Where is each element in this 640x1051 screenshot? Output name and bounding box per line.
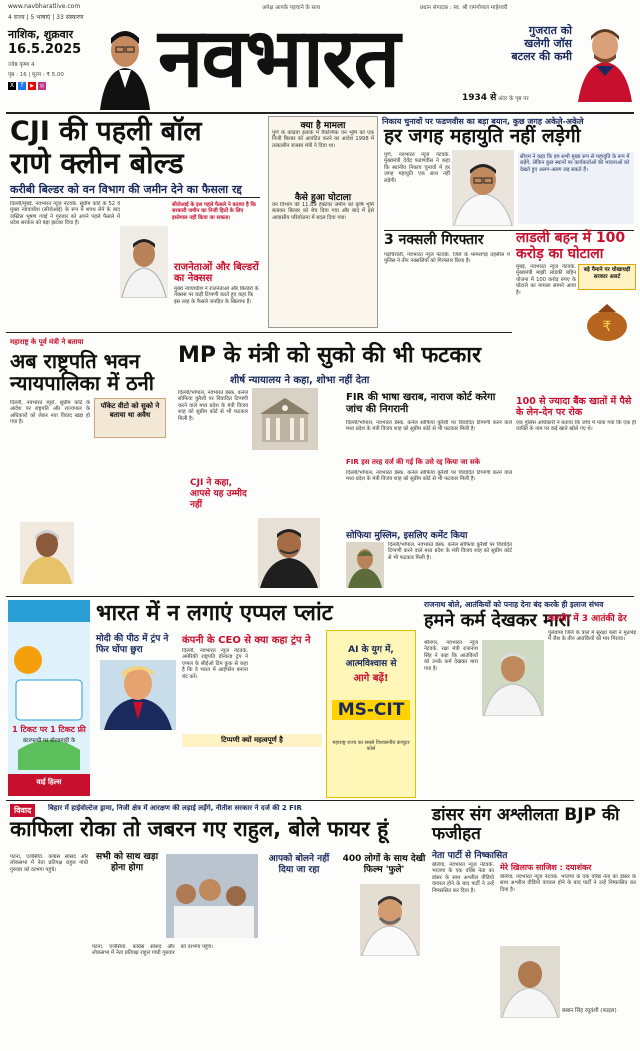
babban-singh-photo	[500, 946, 560, 1018]
city-day: नाशिक, शुक्रवार	[8, 28, 74, 41]
chief-editor: प्रधान संपादक : स्व. श्री रामगोपाल माहेश्वरी	[420, 5, 508, 11]
scam-title-2[interactable]: कैसे हुआ घोटाला	[294, 193, 352, 203]
president-kicker: महाराष्ट्र के पूर्व मंत्री ने बताया	[10, 338, 84, 346]
mahayuti-headline[interactable]: हर जगह महायुति नहीं लड़ेगी	[384, 125, 581, 147]
masthead-logo[interactable]: नवभारत	[158, 11, 399, 106]
ad-mscit-top: AI के युग में,	[348, 645, 394, 655]
dancer-quote-body: बलिया, नवभारत न्यूज नेटवर्क. भाजपा के एक वरिष्ठ नेता का डांसर के साथ अश्लील वीडियो वायरल होने के बाद पार्टी ने उन्हें निष्कासित कर दिया है।	[500, 874, 636, 893]
bihar-kicker: बिहार में हाईवोल्टेज ड्रामा, निजी क्षेत्र में आरक्षण की लड़ाई लड़ेंगे, नीतीश सरकार ने दर्ज की 2 FIR	[48, 804, 302, 812]
side-story-promo[interactable]: गुजरात को खलेगी जॉस बटलर की कमी	[511, 24, 572, 63]
mp-subhead: शीर्ष न्यायालय ने कहा, शोभा नहीं देता	[230, 375, 370, 386]
sofia-headline[interactable]: सोफिया मुस्लिम, इसलिए कमेंट किया	[346, 531, 468, 541]
trump-photo	[100, 660, 176, 730]
youtube-icon[interactable]: ▶	[28, 82, 36, 90]
bihar-headline[interactable]: काफिला रोका तो जबरन गए राहुल, बोले फायर हूं	[10, 817, 389, 841]
founder-tagline: अपेक्ष आपके पहचाने के साथ	[262, 5, 321, 11]
ad-mscit-line2: आत्मविश्वास से	[345, 659, 397, 669]
scam-body-1: पुणे के कोंढवा इलाके में वैकल्पिक वन भूमि को एक निजी बिल्डर को आवंटित करने का आदेश 1998 में तत्कालीन राजस्व मंत्री ने दिया था।	[272, 130, 374, 149]
bihar-body: पटना, एजेंसियां. कांग्रेस सांसद और लोकसभा में नेता प्रतिपक्ष राहुल गांधी गुरुवार को दरभंगा पहुंचे।	[10, 854, 88, 873]
rahul-portrait	[360, 884, 420, 956]
lead-col2-note: सीजेआई के इस पहले फैसले ने बताया है कि सरकारी जमीन का निजी हितों के लिए इस्तेमाल नहीं किया जा सकता।	[172, 202, 256, 221]
dancer-quote-title[interactable]: मेरे खिलाफ साजिश : दयाशंकर	[500, 863, 592, 872]
dancer-headline[interactable]: डांसर संग अश्लीलता BJP की फजीहत	[432, 805, 620, 844]
apple-subhead: कंपनी के CEO से क्या कहा ट्रंप ने	[182, 635, 311, 646]
ad-left-banner[interactable]	[8, 600, 90, 796]
tithi: ज्येष्ठ कृष्ण 4	[8, 62, 35, 68]
ad-left-title[interactable]: 1 टिकट पर 1 टिकट फ्री	[12, 725, 86, 734]
terror-headline[interactable]: हमने कर्म देखकर मारा	[424, 610, 571, 631]
ladli-body: मुंबई, नवभारत न्यूज नेटवर्क. मुख्यमंत्री माझी लाडकी बहिन योजना में 100 करोड़ रुपए के घोटाले का मामला सामने आया है।	[516, 264, 576, 296]
year-tag: 1934 से	[462, 93, 497, 103]
mahayuti-kicker: निकाय चुनावों पर फडणवीस का बड़ा बयान, कुछ जगह अकेले-अकेले	[382, 117, 584, 126]
facebook-icon[interactable]: f	[18, 82, 26, 90]
price: पृष्ठ : 16 | मूल्य : ₹ 5.00	[8, 72, 64, 78]
fir-note-body: दिल्ली/भोपाल, नवभारत डेस्क. कर्नल सोफिया कुरैशी पर विवादित टिप्पणी करने वाले मध्य प्रदेश के मंत्री विजय शाह को सुप्रीम कोर्ट से भी फटकार मिली है।	[346, 470, 512, 483]
ladli-callout: बड़े पैमाने पर धोखाधड़ी सरकार अलर्ट	[578, 264, 636, 290]
apple-note[interactable]: टिप्पणी क्यों महत्वपूर्ण है	[182, 734, 322, 747]
mp-body: दिल्ली/भोपाल, नवभारत डेस्क. कर्नल सोफिया कुरैशी पर विवादित टिप्पणी करने वाले मध्य प्रदेश के मंत्री विजय शाह को सुप्रीम कोर्ट से भी फटकार मिली है।	[178, 390, 248, 422]
edition-info: 4 राज्य | 5 भाषाएं | 33 संस्करण	[8, 14, 84, 21]
kashmir-headline[interactable]: कश्मीर में 3 आतंकी ढेर	[548, 614, 627, 624]
mp-headline[interactable]: MP के मंत्री को सुको की भी फटकार	[178, 343, 481, 368]
lead-body: दिल्ली/मुंबई, नवभारत न्यूज नेटवर्क. सुप्रीम कोर्ट के 52 वें मुख्य न्यायाधीश (सीजेआई) के रूप में शपथ लेने के बाद जस्टिस भूषण गवई ने गुरुवार को अपने पहले फैसले में प्रदेश सरकार को बड़ा झटका दिया है।	[10, 201, 120, 227]
founder-portrait	[95, 10, 155, 110]
x-icon[interactable]: X	[9, 82, 15, 89]
social-icons	[8, 82, 46, 90]
ad-left-sub: बंटरफायी पर बोल्डमाट्टी के	[22, 738, 76, 744]
ad-mscit-brand[interactable]: MS-CIT	[332, 700, 410, 720]
ad-mscit-line3: आगे बढ़ें!	[353, 673, 389, 684]
lead-subhead: करीबी बिल्डर को वन विभाग की जमीन देने का फैसला रद्द	[10, 183, 242, 196]
scam-title-1[interactable]: क्या है मामला	[300, 121, 346, 131]
sofia-photo	[346, 542, 384, 588]
mahayuti-body: पुणे, नवभारत न्यूज नेटवर्क. मुख्यमंत्री देवेंद्र फडणवीस ने कहा कि स्थानीय निकाय चुनावों में हर जगह महायुति एक साथ नहीं लड़ेगी।	[384, 152, 450, 184]
instagram-icon[interactable]: ◎	[39, 83, 45, 89]
president-photo	[20, 522, 74, 584]
president-body: दिल्ली, नवभारत ब्यूरो. सुप्रीम कोर्ट के आदेश पर राष्ट्रपति और राज्यपाल के अधिकारों को लेकर नया विवाद खड़ा हो गया है।	[10, 400, 90, 426]
nexus-box-title[interactable]: राजनेताओं और बिल्डरों का नेक्सस	[174, 262, 259, 284]
bihar-box-3[interactable]: 400 लोगों के साथ देखी फिल्म 'फुले'	[342, 854, 426, 875]
bihar-box-2[interactable]: आपको बोलने नहीं दिया जा रहा	[268, 854, 330, 875]
bihar-body-2: पटना, एजेंसियां. कांग्रेस सांसद और लोकसभा में नेता प्रतिपक्ष राहुल गांधी गुरुवार को दरभंगा पहुंचे।	[92, 944, 214, 957]
fir-note: FIR इस तरह दर्ज की गई कि उसे रद्द किया जा सके	[346, 458, 480, 466]
svg-text:₹: ₹	[602, 319, 612, 335]
nexus-box-body: मुख्य न्यायाधीश ने राजनेताओं और बिल्डरों के नेक्सस पर कड़ी टिप्पणी करते हुए कहा कि इस तरह के फैसले जनहित के खिलाफ हैं।	[174, 286, 259, 305]
lead-headline-2[interactable]: राणे क्लीन बोल्ड	[10, 146, 184, 180]
ladli-headline[interactable]: लाडली बहन में 100 करोड़ का घोटाला	[516, 230, 626, 262]
ad-mscit-footer: महाराष्ट्र राज्य का सबसे विश्वसनीय कंप्यूटर कोर्स	[332, 740, 410, 752]
rajnath-photo	[482, 640, 544, 716]
fadnavis-photo	[452, 150, 514, 226]
apple-kicker: मोदी की पीठ में ट्रंप ने फिर घोंपा छुरा	[96, 634, 169, 655]
lead-headline-1[interactable]: CJI की पहली बॉल	[10, 116, 202, 147]
babban-caption: बब्बन सिंह रघुवंशी (फाइल)	[562, 1008, 617, 1014]
sofia-body: दिल्ली/भोपाल, नवभारत डेस्क. कर्नल सोफिया कुरैशी पर विवादित टिप्पणी करने वाले मध्य प्रदेश के मंत्री विजय शाह को सुप्रीम कोर्ट से भी फटकार मिली है।	[388, 542, 512, 561]
website-url[interactable]: www.navbharatlive.com	[8, 3, 81, 10]
supreme-court-photo	[252, 388, 318, 450]
pocket-veto-box[interactable]: पॉकेट वीटो को सुको ने बताया था अवैध	[94, 398, 166, 438]
fir-body: दिल्ली/भोपाल, नवभारत डेस्क. कर्नल सोफिया कुरैशी पर विवादित टिप्पणी करने वाले मध्य प्रदेश के मंत्री विजय शाह को सुप्रीम कोर्ट से भी फटकार मिली है।	[346, 420, 512, 433]
naxal-headline[interactable]: 3 नक्सली गिरफ्तार	[384, 232, 484, 248]
scam-body-2: वन विभाग की 11.89 हेक्टेयर जमीन को कृषि भूमि बताकर बिल्डर को बेच दिया गया और बाद में इसे आवासीय परियोजना में बदल दिया गया।	[272, 202, 374, 221]
bihar-box-1[interactable]: सभी को साथ खड़ा होना होगा	[95, 852, 159, 873]
bank-body: एक पुलिस अधिकारी ने बताया कि जांच में पाया गया कि एक ही व्यक्ति के नाम पर कई खाते खोले गए थे।	[516, 420, 636, 433]
cji-box[interactable]: CJI ने कहा, आपसे यह उम्मीद नहीं	[190, 478, 247, 510]
terror-kicker: राजनाथ बोले, आतंकियों को पनाह देना बंद करके ही इलाज संभव	[424, 600, 604, 609]
side-story-ref: अंदर के पृष्ठ पर	[498, 96, 529, 102]
date: 16.5.2025	[8, 42, 82, 57]
vijay-shah-photo	[258, 518, 320, 588]
apple-headline[interactable]: भारत में न लगाएं एप्पल प्लांट	[96, 601, 333, 626]
fir-headline[interactable]: FIR की भाषा खराब, नाराज कोर्ट करेगा जांच की निगरानी	[346, 392, 496, 415]
rahul-crowd-photo	[166, 854, 258, 938]
dancer-body: बलिया, नवभारत न्यूज नेटवर्क. भाजपा के एक वरिष्ठ नेता का डांसर के साथ अश्लील वीडियो वायरल होने के बाद पार्टी ने उन्हें निष्कासित कर दिया है।	[432, 862, 494, 894]
ad-left-footer: वाई हिल्स	[36, 778, 62, 786]
cricketer-photo	[574, 14, 636, 102]
kashmir-body: पुलवामा जिले के त्राल में सुरक्षा बलों ने मुठभेड़ में जैश के तीन आतंकियों को मार गिराया।	[548, 630, 636, 643]
president-headline[interactable]: अब राष्ट्रपति भवन न्यायपालिका में ठनी	[10, 349, 154, 395]
bihar-tag: विवाद	[10, 804, 35, 817]
apple-body: दिल्ली, नवभारत न्यूज नेटवर्क. अमेरिकी राष्ट्रपति डोनाल्ड ट्रंप ने एप्पल के सीईओ टिम कुक से कहा है कि वे भारत में आईफोन बनाना बंद करें।	[182, 648, 248, 680]
minister-photo	[120, 226, 168, 298]
mahayuti-note: सीएम ने कहा कि हम सभी मुख्य रूप से महायुति के रूप में लड़ेंगे, लेकिन कुछ स्थानों पर कार्यकर्ताओं की भावनाओं को देखते हुए अलग-अलग लड़ सकते हैं।	[518, 152, 634, 224]
naxal-body: गढ़चिरोली, नवभारत न्यूज नेटवर्क. जिले के भामरागड़ तहसील में पुलिस ने तीन नक्सलियों को गिरफ्तार किया है।	[384, 252, 510, 265]
money-bag-illustration	[580, 294, 634, 342]
dancer-sub: नेता पार्टी से निष्कासित	[432, 851, 508, 861]
bank-headline[interactable]: 100 से ज्यादा बैंक खातों में पैसे के लेन-देन पर रोक	[516, 396, 632, 418]
terror-body: श्रीनगर, नवभारत न्यूज नेटवर्क. रक्षा मंत्री राजनाथ सिंह ने कहा कि आतंकियों को उनके कर्म देखकर मारा गया है।	[424, 640, 478, 672]
